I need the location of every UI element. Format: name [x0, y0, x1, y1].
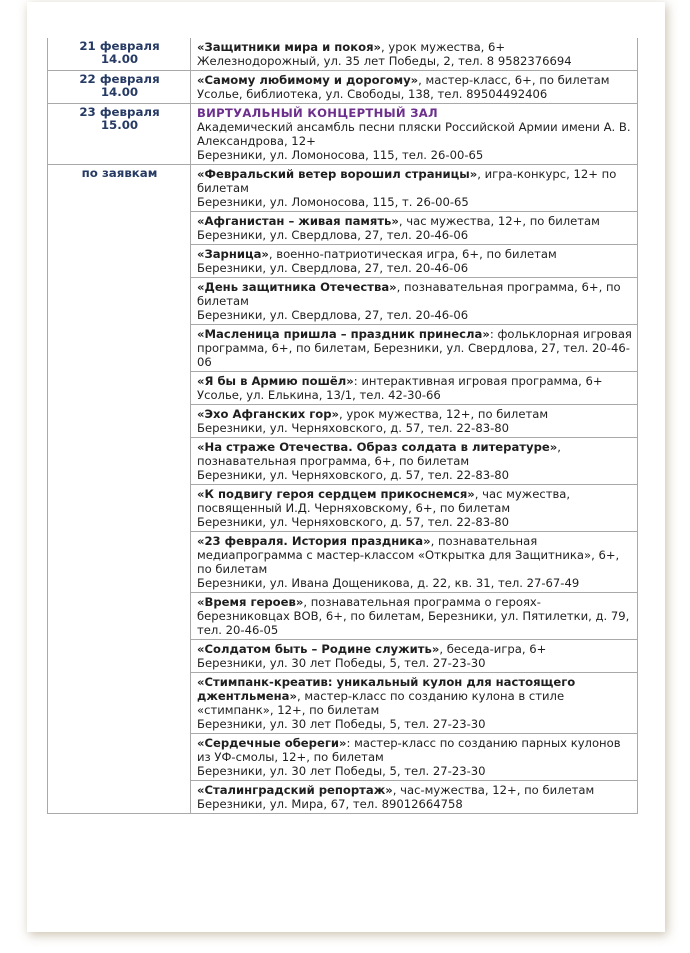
event-title: «Сердечные обереги» [197, 736, 347, 750]
event-details: , игра-конкурс, 12+ по билетам [197, 167, 617, 195]
table-row [48, 38, 638, 71]
event-details: , урок мужества, 12+, по билетам [339, 407, 549, 421]
event-description [197, 120, 632, 148]
event-location: Березники, ул. Черняховского, д. 57, тел. 22-83-80 [197, 468, 510, 482]
event-location: Березники, ул. Ломоносова, 115, тел. 26-00-65 [197, 148, 484, 162]
event-location: Березники, ул. Ивана Дощеникова, д. 22, кв. 31, тел. 27-67-49 [197, 576, 580, 590]
event-description [197, 534, 632, 576]
event-cell [191, 245, 638, 278]
event-description [197, 374, 632, 388]
event-location: Березники, ул. Свердлова, 27, тел. 20-46-06 [197, 261, 469, 275]
event-cell [191, 438, 638, 485]
event-location: Березники, ул. Ломоносова, 115, т. 26-00-65 [197, 195, 469, 209]
event-title: «К подвигу героя сердцем прикоснемся» [197, 487, 475, 501]
event-location: Березники, ул. Мира, 67, тел. 89012664758 [197, 797, 463, 811]
event-title: «На страже Отечества. Образ солдата в литературе» [197, 440, 558, 454]
event-cell [191, 278, 638, 325]
event-cell [191, 325, 638, 372]
event-cell [191, 405, 638, 438]
event-details: , познавательная программа о героях-березниковцах ВОВ, 6+, по билетам, Березники, ул. Пятилетки, д. 79, тел. 20-46-05 [197, 595, 630, 637]
event-cell [191, 673, 638, 734]
event-description [197, 280, 632, 308]
event-title: «Солдатом быть – Родине служить» [197, 642, 440, 656]
event-description [197, 642, 632, 656]
event-title: «Защитники мира и покоя» [197, 40, 382, 54]
event-details: , урок мужества, 6+ [381, 40, 506, 54]
events-table [47, 38, 638, 814]
event-title: «Зарница» [197, 247, 269, 261]
event-cell [191, 104, 638, 165]
event-details: , час мужества, 12+, по билетам [398, 214, 600, 228]
event-location: Березники, ул. Свердлова, 27, тел. 20-46-06 [197, 308, 469, 322]
event-cell [191, 212, 638, 245]
event-time: 14.00 [100, 85, 139, 99]
date-cell [48, 104, 191, 165]
event-title: «Масленица пришла – праздник принесла» [197, 327, 490, 341]
event-description [197, 675, 632, 717]
event-details: , познавательная программа, 6+, по билетам [197, 440, 561, 468]
event-location: Березники, ул. Свердлова, 27, тел. 20-46-06 [197, 228, 469, 242]
event-description [197, 247, 632, 261]
event-date: по заявкам [81, 166, 158, 180]
date-cell [48, 165, 191, 814]
table-row [48, 165, 638, 212]
event-description [197, 736, 632, 764]
event-description [197, 40, 632, 54]
event-description [197, 783, 632, 797]
event-description [197, 487, 632, 515]
table-row [48, 71, 638, 104]
event-date: 21 февраля [79, 39, 160, 53]
event-details: : интерактивная игровая программа, 6+ [353, 374, 603, 388]
event-description [197, 440, 632, 468]
event-description [197, 167, 632, 195]
event-details: : мастер-класс по созданию парных кулонов из УФ-смолы, 12+, по билетам [197, 736, 621, 764]
event-location: Березники, ул. 30 лет Победы, 5, тел. 27-23-30 [197, 764, 486, 778]
event-cell [191, 640, 638, 673]
event-location: Березники, ул. 30 лет Победы, 5, тел. 27-23-30 [197, 656, 486, 670]
event-description [197, 327, 632, 369]
event-cell [191, 593, 638, 640]
event-details: , познавательная программа, 6+, по билетам [197, 280, 621, 308]
date-cell [48, 71, 191, 104]
event-title: «Самому любимому и дорогому» [197, 73, 419, 87]
event-title: «Афганистан – живая память» [197, 214, 399, 228]
event-description [197, 73, 632, 87]
event-details: , беседа-игра, 6+ [439, 642, 547, 656]
table-row [48, 104, 638, 165]
event-title: «Февральский ветер ворошил страницы» [197, 167, 478, 181]
event-time: 14.00 [100, 52, 139, 66]
event-title: «Эхо Афганских гор» [197, 407, 340, 421]
event-location: Березники, ул. Черняховского, д. 57, тел. 22-83-80 [197, 515, 510, 529]
event-cell [191, 165, 638, 212]
events-table-body [48, 38, 638, 814]
event-title: «Сталинградский репортаж» [197, 783, 393, 797]
event-details: : фольклорная игровая программа, 6+, по билетам, Березники, ул. Свердлова, 27, тел. 20-46-06 [197, 327, 632, 369]
event-title: «23 февраля. История праздника» [197, 534, 431, 548]
event-cell [191, 734, 638, 781]
event-location: Березники, ул. 30 лет Победы, 5, тел. 27-23-30 [197, 717, 486, 731]
event-date: 23 февраля [79, 105, 160, 119]
date-cell [48, 38, 191, 71]
event-details: , час мужества, посвященный И.Д. Черняховскому, 6+, по билетам [197, 487, 571, 515]
event-cell [191, 532, 638, 593]
event-location: Усолье, ул. Елькина, 13/1, тел. 42-30-66 [197, 388, 441, 402]
event-title: «День защитника Отечества» [197, 280, 397, 294]
event-cell [191, 781, 638, 814]
event-cell [191, 38, 638, 71]
event-cell [191, 71, 638, 104]
document-page [27, 2, 665, 932]
event-date: 22 февраля [79, 72, 160, 86]
event-location: Железнодорожный, ул. 35 лет Победы, 2, тел. 8 9582376694 [197, 54, 572, 68]
event-description [197, 595, 632, 637]
event-description [197, 407, 632, 421]
event-title: «Я бы в Армию пошёл» [197, 374, 354, 388]
event-details: , мастер-класс, 6+, по билетам [418, 73, 610, 87]
event-details: , военно-патриотическая игра, 6+, по билетам [268, 247, 557, 261]
event-details: , познавательная медиапрограмма с мастер-классом «Открытка для Защитника», 6+, по билетам [197, 534, 620, 576]
event-details: Академический ансамбль песни пляски Российской Армии имени А. В. Александрова, 12+ [197, 120, 631, 148]
event-location: Березники, ул. Черняховского, д. 57, тел. 22-83-80 [197, 421, 510, 435]
event-cell [191, 372, 638, 405]
event-title: «Время героев» [197, 595, 304, 609]
hall-heading: ВИРТУАЛЬНЫЙ КОНЦЕРТНЫЙ ЗАЛ [197, 106, 438, 120]
event-cell [191, 485, 638, 532]
event-description [197, 214, 632, 228]
event-location: Усолье, библиотека, ул. Свободы, 138, тел. 89504492406 [197, 87, 548, 101]
event-time: 15.00 [100, 118, 139, 132]
event-details: , час-мужества, 12+, по билетам [392, 783, 595, 797]
event-title: «Стимпанк-креатив: уникальный кулон для настоящего джентльмена» [197, 675, 576, 703]
event-details: , мастер-класс по созданию кулона в стиле «стимпанк», 12+, по билетам [197, 689, 565, 717]
